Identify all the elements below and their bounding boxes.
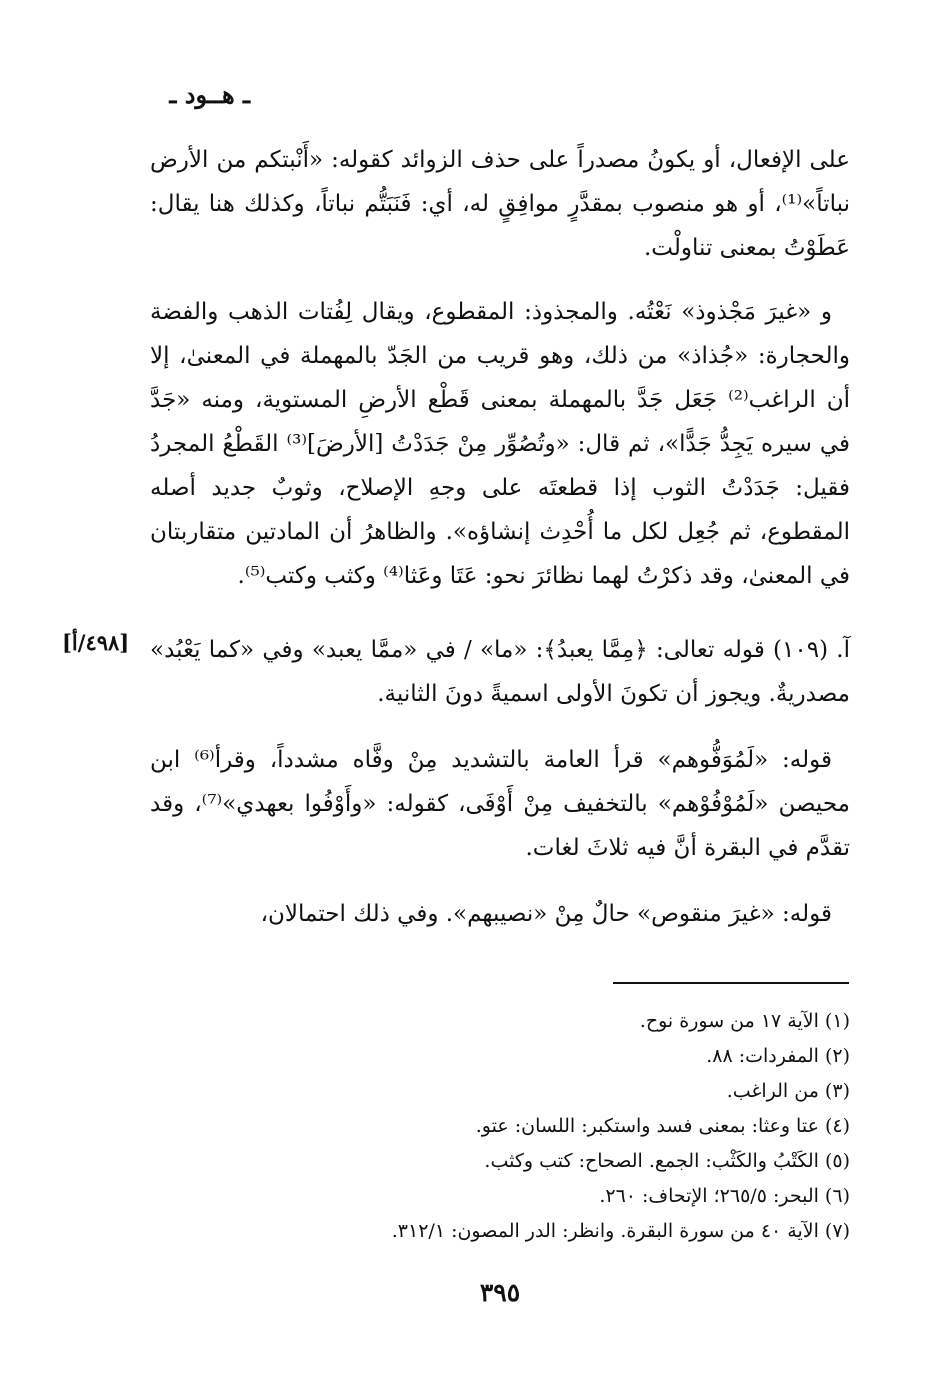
- footnote-item: (٤) عتا وعثا: بمعنى فسد واستكبر: اللسان: عتو.: [475, 1115, 850, 1137]
- manuscript-margin-reference: [٤٩٨/أ]: [62, 630, 130, 655]
- footnote-item: (٧) الآية ٤٠ من سورة البقرة. وانظر: الدر المصون: ٣١٢/١.: [391, 1220, 850, 1242]
- paragraph-2: و «غيرَ مَجْذوذ» نَعْتُه. والمجذوذ: المقطوع، ويقال لِفُتات الذهب والفضة والحجارة: «جُذاذ» من ذلك، وهو قريب من الجَدّ بالمهملة في المعنىٰ، إلا أن الراغب⁽²⁾ جَعَل جَدَّ بالمهملة بمعنى قَطْع الأرضِ المستوية، ومنه «جَدَّ في سيره يَجِدُّ جَدًّا»، ثم قال: «وتُصُوِّر مِنْ جَدَدْتُ [الأرضَ]⁽³⁾ القَطْعُ المجردُ فقيل: جَدَدْتُ الثوب إذا قطعتَه على وجهِ الإصلاح، وثوبٌ جديد أصله المقطوع، ثم جُعِل لكل ما أُحْدِث إنشاؤه». والظاهرُ أن المادتين متقاربتان في المعنىٰ، وقد ذكرْتُ لهما نظائرَ نحو: عَتَا وعَثا⁽⁴⁾ وكثب وكتب⁽⁵⁾.: [150, 299, 850, 589]
- paragraph-4: قوله: «لَمُوَفُّوهم» قرأ العامة بالتشديد مِنْ وفَّاه مشدداً، وقرأ⁽⁶⁾ ابن محيصن «لَمُوْفُوْهم» بالتخفيف مِنْ أَوْفَى، كقوله: «وأَوْفُوا بعهدي»⁽⁷⁾، وقد تقدَّم في البقرة أنَّ فيه ثلاثَ لغات.: [150, 747, 851, 861]
- footnote-item: (٢) المفردات: ٨٨.: [706, 1045, 850, 1067]
- footnote-separator: [613, 982, 849, 984]
- footnote-item: (١) الآية ١٧ من سورة نوح.: [639, 1010, 850, 1032]
- paragraph-5: قوله: «غيرَ منقوص» حالٌ مِنْ «نصيبهم». وفي ذلك احتمالان،: [260, 901, 832, 927]
- running-header: ـ هــود ـ: [169, 80, 250, 109]
- footnote-item: (٦) البحر: ٢٦٥/٥؛ الإتحاف: ٢٦٠.: [599, 1185, 850, 1207]
- paragraph-3-verse-109: آ. (١٠٩) قوله تعالى: ﴿مِمَّا يعبدُ﴾: «ما» / في «ممَّا يعبد» وفي «كما يَعْبُد» مصدريةٌ. ويجوز أن تكونَ الأولى اسميةً دونَ الثانية.: [150, 637, 850, 707]
- footnotes-list: [150, 1004, 850, 1249]
- footnote-item: (٥) الكَتْبُ والكَثْب: الجمع. الصحاح: كتب وكثب.: [484, 1150, 850, 1172]
- footnote-item: (٣) من الراغب.: [726, 1080, 850, 1102]
- page-number: ٣٩٥: [479, 1278, 521, 1307]
- paragraph-1: على الإفعال، أو يكونُ مصدراً على حذف الزوائد كقوله: «أَنْبتكم من الأرض نباتاً»⁽¹⁾، أو هو منصوب بمقدَّرٍ موافِقٍ له، أي: فَنَبَتُّم نباتاً، وكذلك هنا يقال: عَطَوْتُ بمعنى تناولْت.: [150, 147, 850, 261]
